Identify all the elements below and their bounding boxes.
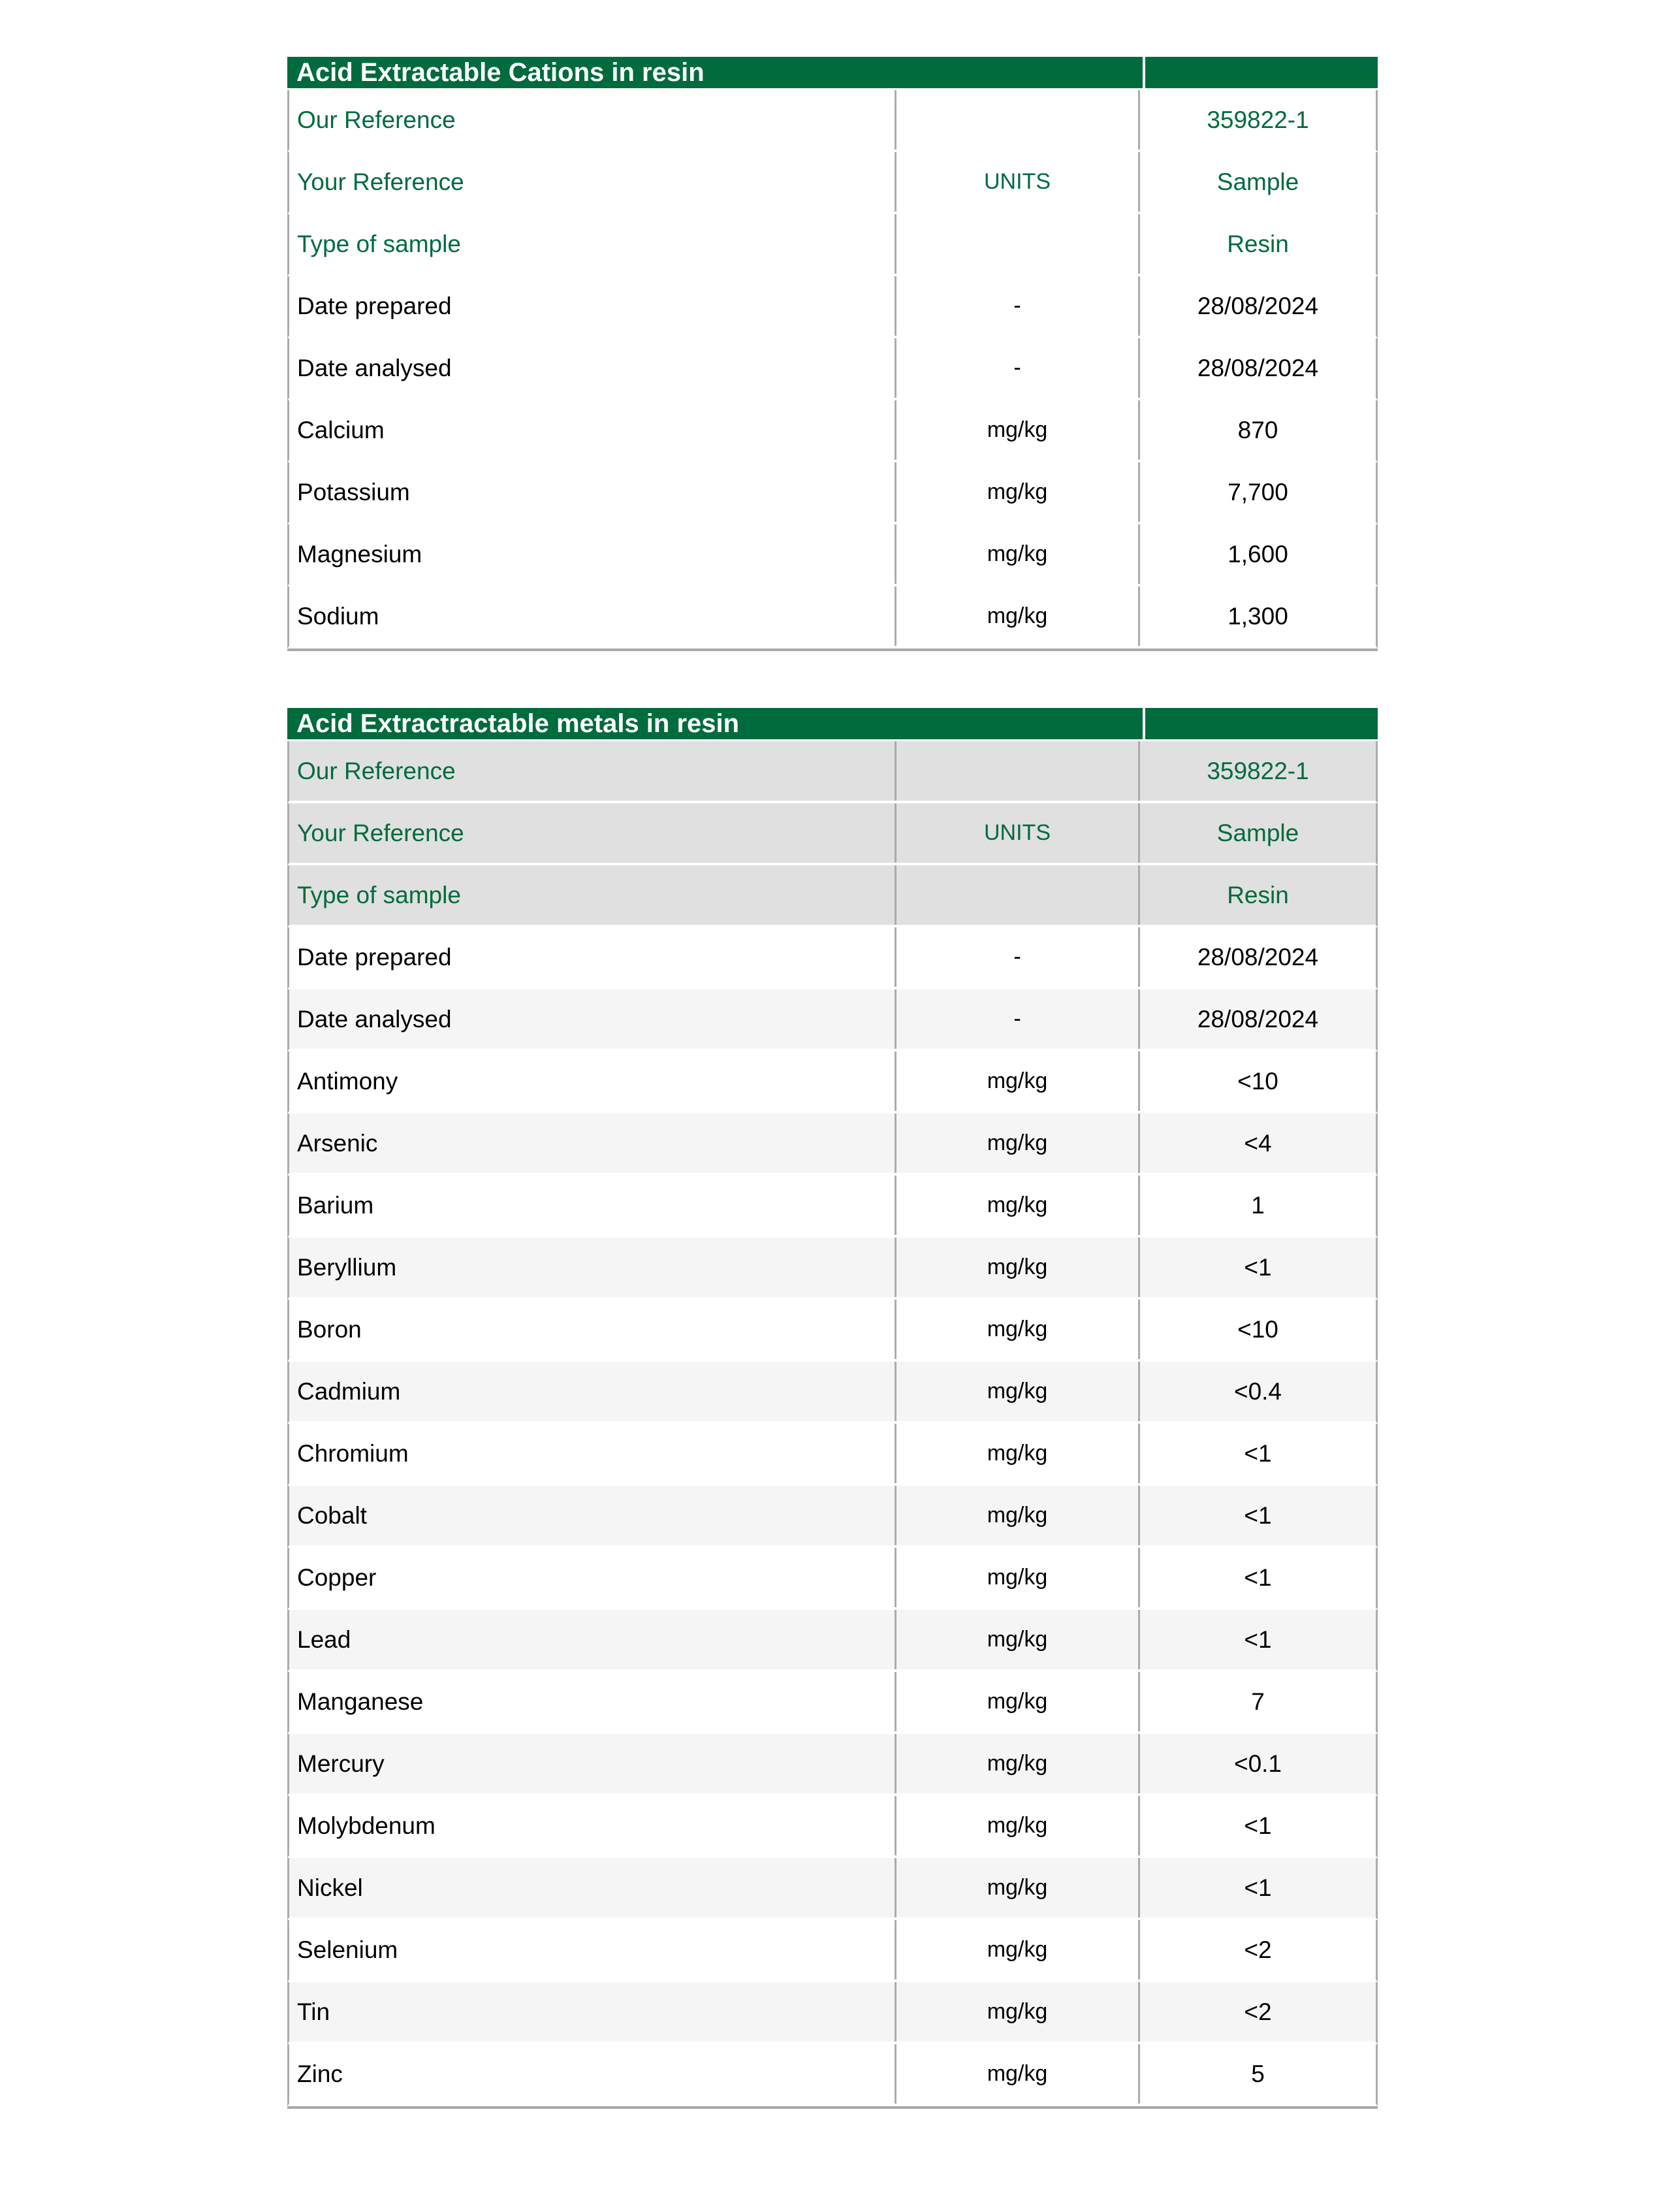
row-value: <2 xyxy=(1244,1998,1272,2025)
row-units: mg/kg xyxy=(896,1486,1140,1545)
table-row xyxy=(287,524,1378,586)
table-row xyxy=(287,1858,1378,1920)
row-units: mg/kg xyxy=(896,1051,1140,1111)
row-label: Date prepared xyxy=(289,927,896,987)
row-units: mg/kg xyxy=(896,1672,1140,1731)
row-units: mg/kg xyxy=(896,1114,1140,1173)
metals-table-header xyxy=(287,708,1378,741)
row-units: mg/kg xyxy=(896,1610,1140,1669)
row-value: 5 xyxy=(1251,2060,1265,2087)
lab-report-page xyxy=(0,57,1665,2212)
row-units: - xyxy=(896,276,1140,336)
row-units: mg/kg xyxy=(896,1920,1140,1980)
table-row xyxy=(287,214,1378,276)
metals-table-header-spacer xyxy=(1145,708,1378,739)
cations-table xyxy=(287,57,1378,651)
row-label: Type of sample xyxy=(289,214,896,274)
row-label: Cadmium xyxy=(289,1362,896,1421)
row-label: Our Reference xyxy=(289,90,896,150)
row-label: Your Reference xyxy=(289,152,896,212)
row-value: <1 xyxy=(1244,1501,1272,1529)
table-row xyxy=(287,586,1378,649)
row-value: 28/08/2024 xyxy=(1197,354,1319,381)
table-row xyxy=(287,927,1378,989)
table-row xyxy=(287,338,1378,400)
row-label: Potassium xyxy=(289,462,896,522)
table-row xyxy=(287,1238,1378,1300)
table-row xyxy=(287,1486,1378,1548)
table-row xyxy=(287,865,1378,927)
row-value: <0.1 xyxy=(1233,1750,1282,1777)
row-label: Type of sample xyxy=(289,865,896,925)
row-label: Boron xyxy=(289,1300,896,1359)
row-units: mg/kg xyxy=(896,1424,1140,1483)
table-row xyxy=(287,1051,1378,1114)
table-row xyxy=(287,1920,1378,1982)
row-units: mg/kg xyxy=(896,1734,1140,1793)
row-value: 870 xyxy=(1237,416,1278,443)
table-row xyxy=(287,803,1378,865)
row-value: <2 xyxy=(1244,1936,1272,1963)
row-units: mg/kg xyxy=(896,1548,1140,1607)
row-value: Resin xyxy=(1227,881,1289,908)
table-row xyxy=(287,1424,1378,1486)
row-units: mg/kg xyxy=(896,1362,1140,1421)
cations-table-title: Acid Extractable Cations in resin xyxy=(287,57,1143,88)
table-row xyxy=(287,1114,1378,1176)
row-value: <1 xyxy=(1244,1812,1272,1839)
row-label: Arsenic xyxy=(289,1114,896,1173)
row-units: mg/kg xyxy=(896,462,1140,522)
table-row xyxy=(287,400,1378,462)
row-label: Antimony xyxy=(289,1051,896,1111)
row-label: Calcium xyxy=(289,400,896,460)
table-row xyxy=(287,2044,1378,2106)
row-units: mg/kg xyxy=(896,1238,1140,1297)
row-units: UNITS xyxy=(896,152,1140,212)
cations-table-header-spacer xyxy=(1145,57,1378,88)
row-label: Date prepared xyxy=(289,276,896,336)
row-value: 28/08/2024 xyxy=(1197,1005,1319,1033)
table-row xyxy=(287,152,1378,214)
table-row xyxy=(287,1610,1378,1672)
row-value: <1 xyxy=(1244,1626,1272,1653)
row-value: 1,600 xyxy=(1228,540,1288,568)
row-units: mg/kg xyxy=(896,2044,1140,2104)
row-value: <0.4 xyxy=(1233,1377,1282,1405)
row-label: Mercury xyxy=(289,1734,896,1793)
row-value: 7 xyxy=(1251,1688,1265,1715)
row-value: 1,300 xyxy=(1228,602,1288,630)
table-row xyxy=(287,741,1378,803)
cations-table-bottom-rule xyxy=(287,649,1378,651)
row-value: 7,700 xyxy=(1228,478,1288,505)
row-units: mg/kg xyxy=(896,1796,1140,1855)
cations-table-body xyxy=(287,90,1378,649)
row-value: <10 xyxy=(1237,1315,1278,1343)
row-units: mg/kg xyxy=(896,524,1140,584)
row-units: - xyxy=(896,338,1140,398)
row-value: <1 xyxy=(1244,1563,1272,1591)
table-row xyxy=(287,1672,1378,1734)
row-label: Date analysed xyxy=(289,338,896,398)
row-label: Molybdenum xyxy=(289,1796,896,1855)
table-row xyxy=(287,276,1378,338)
row-value: <1 xyxy=(1244,1253,1272,1281)
metals-table-body xyxy=(287,741,1378,2106)
row-label: Sodium xyxy=(289,586,896,646)
table-row xyxy=(287,1300,1378,1362)
row-value: Sample xyxy=(1216,819,1299,846)
row-units: mg/kg xyxy=(896,1176,1140,1235)
row-units: - xyxy=(896,989,1140,1049)
row-label: Manganese xyxy=(289,1672,896,1731)
row-value: 359822-1 xyxy=(1207,106,1309,133)
row-value: <1 xyxy=(1244,1439,1272,1467)
row-label: Magnesium xyxy=(289,524,896,584)
row-value: Resin xyxy=(1227,230,1289,257)
row-value: 28/08/2024 xyxy=(1197,943,1319,970)
table-row xyxy=(287,1982,1378,2044)
metals-table-bottom-rule xyxy=(287,2106,1378,2109)
cations-table-header xyxy=(287,57,1378,90)
table-row xyxy=(287,1362,1378,1424)
row-units xyxy=(896,741,1140,801)
row-label: Cobalt xyxy=(289,1486,896,1545)
row-units xyxy=(896,865,1140,925)
row-units: mg/kg xyxy=(896,1982,1140,2042)
row-units: mg/kg xyxy=(896,586,1140,646)
row-value: 1 xyxy=(1251,1191,1265,1219)
row-label: Barium xyxy=(289,1176,896,1235)
row-label: Your Reference xyxy=(289,803,896,863)
table-row xyxy=(287,1796,1378,1858)
row-label: Nickel xyxy=(289,1858,896,1917)
table-row xyxy=(287,1734,1378,1796)
row-units: UNITS xyxy=(896,803,1140,863)
row-label: Date analysed xyxy=(289,989,896,1049)
row-label: Zinc xyxy=(289,2044,896,2104)
table-row xyxy=(287,989,1378,1051)
table-row xyxy=(287,1176,1378,1238)
row-label: Lead xyxy=(289,1610,896,1669)
row-value: Sample xyxy=(1216,168,1299,195)
row-units: mg/kg xyxy=(896,1300,1140,1359)
row-value: <1 xyxy=(1244,1874,1272,1901)
row-value: 359822-1 xyxy=(1207,757,1309,784)
table-row xyxy=(287,1548,1378,1610)
metals-table-title: Acid Extractractable metals in resin xyxy=(287,708,1143,739)
row-value: 28/08/2024 xyxy=(1197,292,1319,319)
row-units xyxy=(896,90,1140,150)
row-label: Copper xyxy=(289,1548,896,1607)
row-value: <10 xyxy=(1237,1067,1278,1095)
table-row xyxy=(287,90,1378,152)
row-label: Selenium xyxy=(289,1920,896,1980)
row-units: - xyxy=(896,927,1140,987)
row-label: Our Reference xyxy=(289,741,896,801)
row-value: <4 xyxy=(1244,1129,1272,1157)
row-units xyxy=(896,214,1140,274)
row-label: Tin xyxy=(289,1982,896,2042)
row-units: mg/kg xyxy=(896,1858,1140,1917)
row-label: Beryllium xyxy=(289,1238,896,1297)
row-units: mg/kg xyxy=(896,400,1140,460)
table-row xyxy=(287,462,1378,524)
metals-table xyxy=(287,708,1378,2109)
row-label: Chromium xyxy=(289,1424,896,1483)
